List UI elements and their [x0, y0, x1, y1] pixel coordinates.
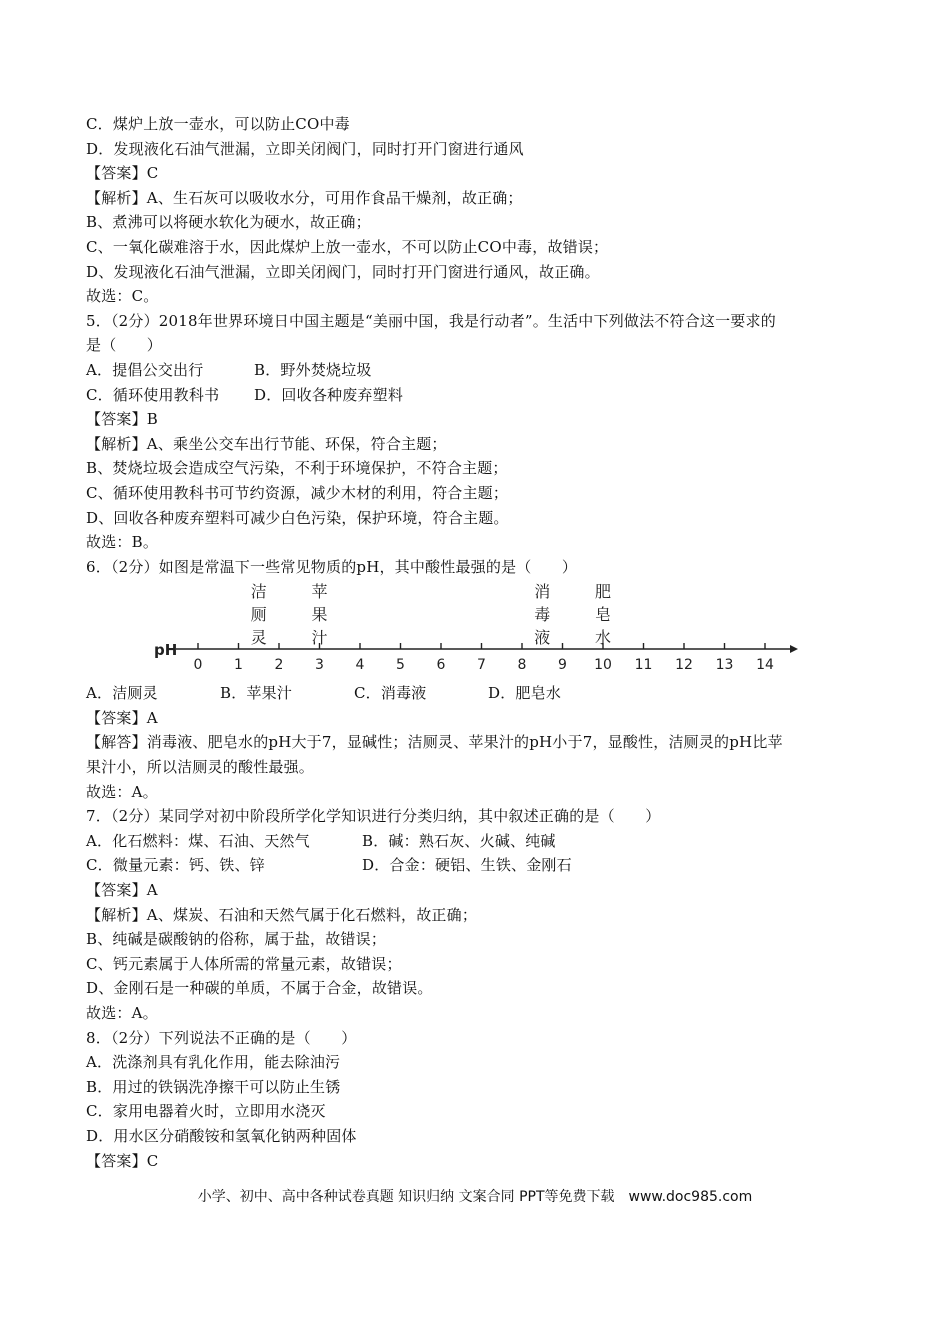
ph-scale-figure: [86, 579, 876, 681]
substance-label-char: 汁: [311, 628, 328, 648]
ph-tick-label: 12: [675, 657, 693, 674]
ph-tick-label: 1: [234, 657, 243, 674]
substance-label-char: 消: [534, 582, 551, 602]
option-d: D．用水区分硝酸铵和氢氧化钠两种固体: [86, 1126, 357, 1145]
substance-label-char: 厕: [250, 605, 267, 625]
ph-tick-label: 7: [477, 657, 486, 674]
option-b: B．用过的铁锅洗净擦干可以防止生锈: [86, 1077, 341, 1096]
option-d: D．肥皂水: [488, 684, 562, 703]
option-a: A．洁厕灵: [86, 684, 158, 703]
substance-label-char: 灵: [250, 628, 267, 648]
ph-tick-label: 9: [558, 657, 567, 674]
option-c: C．消毒液: [354, 684, 427, 703]
substance-label-char: 肥: [594, 582, 612, 602]
analysis-line: B、煮沸可以将硬水软化为硬水，故正确；: [86, 213, 371, 232]
analysis-line: 果汁小，所以洁厕灵的酸性最强。: [86, 758, 315, 777]
options-row: [86, 383, 876, 408]
analysis-line: 【解析】A、煤炭、石油和天然气属于化石燃料，故正确；: [86, 905, 478, 924]
option-line: D．发现液化石油气泄漏，立即关闭阀门，同时打开门窗进行通风: [86, 139, 524, 158]
answer-line: 【答案】C: [86, 1151, 159, 1170]
option-c: C．家用电器着火时，立即用水浇灭: [86, 1102, 326, 1121]
question-stem: 5．（2分）2018年世界环境日中国主题是“美丽中国，我是行动者”。生活中下列做法不符合这一要求的: [86, 311, 776, 330]
analysis-line: D、金刚石是一种碳的单质，不属于合金，故错误。: [86, 979, 433, 998]
options-row: [86, 681, 876, 706]
substance-label-char: 果: [311, 605, 328, 625]
analysis-line: C、一氧化碳难溶于水，因此煤炉上放一壶水，不可以防止CO中毒，故错误；: [86, 237, 609, 256]
option-b: B．碱：熟石灰、火碱、纯碱: [362, 831, 556, 850]
substance-label-char: 苹: [311, 582, 328, 602]
conclusion-line: 故选：A。: [86, 1004, 158, 1022]
analysis-line: C、钙元素属于人体所需的常量元素，故错误；: [86, 954, 402, 973]
question-6: [86, 555, 876, 805]
ph-tick-label: 5: [396, 657, 405, 674]
analysis-line: B、焚烧垃圾会造成空气污染，不利于环境保护，不符合主题；: [86, 459, 508, 478]
analysis-line: 【解析】A、生石灰可以吸收水分，可用作食品干燥剂，故正确；: [86, 188, 523, 207]
option-b: B．野外焚烧垃圾: [254, 360, 372, 379]
substance-label-char: 水: [594, 628, 612, 648]
ph-axis-arrow: [790, 645, 798, 653]
ph-axis-label: pH: [154, 641, 178, 660]
ph-tick-label: 14: [756, 657, 774, 674]
ph-tick-label: 10: [594, 657, 612, 674]
analysis-line: B、纯碱是碳酸钠的俗称，属于盐，故错误；: [86, 930, 387, 949]
conclusion-line: 故选：A。: [86, 782, 158, 801]
answer-line: 【答案】A: [86, 708, 158, 727]
option-d: D．回收各种废弃塑料: [254, 385, 404, 404]
analysis-line: 【解析】A、乘坐公交车出行节能、环保，符合主题；: [86, 434, 447, 453]
options-row: [86, 829, 876, 854]
question-stem: 8．（2分）下列说法不正确的是（ ）: [86, 1028, 357, 1047]
option-a: A．化石燃料：煤、石油、天然气: [86, 831, 310, 850]
substance-label-char: 皂: [594, 605, 612, 625]
ph-tick-label: 13: [715, 657, 734, 674]
option-line: C．煤炉上放一壶水，可以防止CO中毒: [86, 115, 350, 133]
option-d: D．合金：硬铝、生铁、金刚石: [362, 856, 572, 875]
option-c: C．循环使用教科书: [86, 385, 220, 404]
option-a: A．提倡公交出行: [86, 360, 204, 379]
ph-tick-label: 2: [274, 657, 284, 674]
answer-line: 【答案】C: [86, 164, 159, 183]
document-page: [86, 112, 876, 1173]
option-b: B．苹果汁: [220, 684, 293, 703]
page-footer: 小学、初中、高中各种试卷真题 知识归纳 文案合同 PPT等免费下载 www.doc985.com: [197, 1189, 753, 1205]
answer-line: 【答案】A: [86, 881, 158, 900]
ph-tick-label: 11: [634, 657, 653, 674]
substance-label-char: 液: [534, 628, 551, 648]
question-5: [86, 309, 876, 555]
analysis-line: 【解答】消毒液、肥皂水的pH大于7，显碱性；洁厕灵、苹果汁的pH小于7，显酸性，洁厕灵的pH比苹: [86, 733, 783, 752]
ph-tick-label: 4: [355, 657, 365, 674]
options-row: [86, 853, 876, 878]
option-c: C．微量元素：钙、铁、锌: [86, 856, 265, 875]
ph-tick-label: 0: [193, 657, 203, 674]
ph-tick-label: 8: [517, 657, 527, 674]
answer-line: 【答案】B: [86, 410, 159, 429]
ph-scale: [86, 579, 876, 681]
analysis-line: C、循环使用教科书可节约资源，减少木材的利用，符合主题；: [86, 483, 509, 502]
question-stem: 6．（2分）如图是常温下一些常见物质的pH，其中酸性最强的是（ ）: [86, 557, 578, 576]
analysis-line: D、回收各种废弃塑料可减少白色污染，保护环境，符合主题。: [86, 508, 509, 527]
option-a: A．洗涤剂具有乳化作用，能去除油污: [86, 1053, 341, 1072]
question-7: [86, 804, 876, 1025]
question-8: [86, 1026, 876, 1174]
substance-label-char: 洁: [250, 582, 267, 602]
question-stem: 是（ ）: [86, 336, 163, 355]
question-stem: 7．（2分）某同学对初中阶段所学化学知识进行分类归纳，其中叙述正确的是（ ）: [86, 807, 661, 826]
substance-label-char: 毒: [534, 605, 551, 625]
analysis-line: D、发现液化石油气泄漏，立即关闭阀门，同时打开门窗进行通风，故正确。: [86, 262, 600, 281]
ph-tick-label: 3: [315, 657, 324, 674]
conclusion-line: 故选：C。: [86, 287, 159, 306]
ph-tick-label: 6: [436, 657, 446, 674]
previous-question-tail: [86, 112, 876, 309]
options-row: [86, 358, 876, 383]
conclusion-line: 故选：B。: [86, 533, 159, 552]
